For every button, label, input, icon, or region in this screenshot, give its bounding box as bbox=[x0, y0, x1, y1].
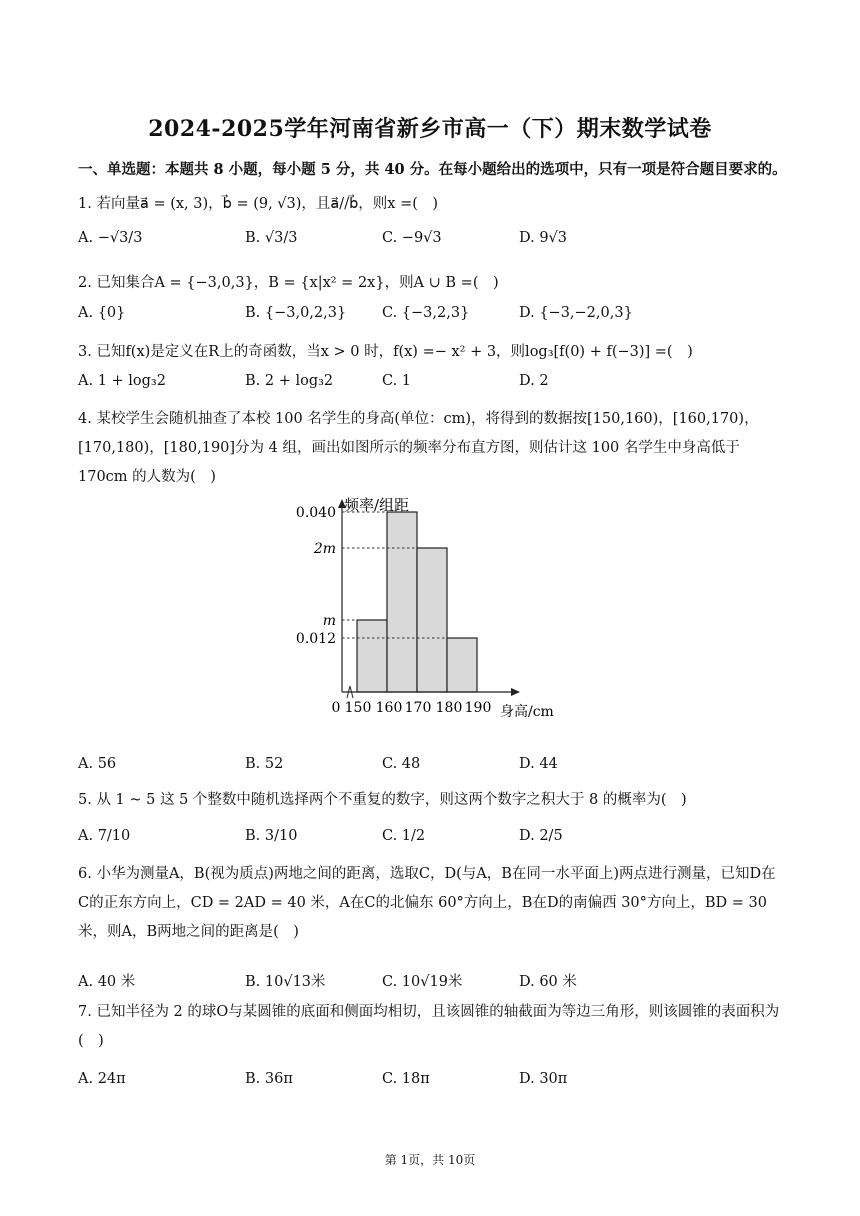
x-tick-label: 160 bbox=[375, 700, 403, 716]
question-2-stem: 2. 已知集合A = {−3,0,3}，B = {x|x² = 2x}，则A ∪ B =( ) bbox=[78, 275, 499, 291]
x-axis-arrow bbox=[511, 688, 520, 696]
y-tick-label: 2m bbox=[313, 541, 336, 557]
y-tick-label: 0.012 bbox=[295, 631, 336, 647]
option-a[interactable]: A. {0} bbox=[78, 305, 126, 321]
question-1-options bbox=[78, 230, 788, 254]
question-7-stem: 7. 已知半径为 2 的球O与某圆锥的底面和侧面均相切，且该圆锥的轴截面为等边三角形，则该圆锥的表面积为( ) bbox=[78, 1004, 780, 1049]
option-c[interactable]: C. {−3,2,3} bbox=[382, 305, 470, 321]
y-tick-labels bbox=[296, 505, 336, 647]
option-d[interactable]: D. 2 bbox=[519, 373, 549, 389]
page-footer: 第 1页，共 10页 bbox=[384, 1153, 476, 1167]
y-tick-label: 0.040 bbox=[295, 505, 336, 521]
x-tick-label: 180 bbox=[435, 700, 463, 716]
option-a[interactable]: A. 40 米 bbox=[78, 974, 136, 990]
x-tick-label: 0 bbox=[331, 700, 341, 716]
option-d[interactable]: D. 44 bbox=[519, 756, 558, 772]
question-4-stem: 4. 某校学生会随机抽查了本校 100 名学生的身高(单位：cm)，将得到的数据按[150,160)，[160,170)，[170,180)，[180,190]分为 4 组，画出如图所示的频率分布直方图，则估计这 100 名学生中身高低于 170cm 的人数为( ) bbox=[78, 411, 759, 485]
histogram-bar bbox=[447, 638, 477, 692]
x-tick-labels bbox=[332, 700, 492, 716]
page-title: 2024-2025学年河南省新乡市高一（下）期末数学试卷 bbox=[148, 116, 712, 142]
question-6-options bbox=[78, 970, 788, 994]
option-a[interactable]: A. 7/10 bbox=[78, 828, 131, 844]
option-c[interactable]: C. −9√3 bbox=[382, 230, 442, 246]
option-b[interactable]: B. 52 bbox=[245, 756, 284, 772]
option-a[interactable]: A. −√3/3 bbox=[78, 230, 143, 246]
option-b[interactable]: B. {−3,0,2,3} bbox=[245, 305, 347, 321]
option-c[interactable]: C. 18π bbox=[382, 1071, 430, 1087]
x-tick-label: 150 bbox=[344, 700, 372, 716]
option-b[interactable]: B. 3/10 bbox=[245, 828, 298, 844]
question-5-stem: 5. 从 1 ~ 5 这 5 个整数中随机选择两个不重复的数字，则这两个数字之积大于 8 的概率为( ) bbox=[78, 792, 687, 808]
histogram-bar bbox=[357, 620, 387, 692]
option-a[interactable]: A. 24π bbox=[78, 1071, 126, 1087]
question-2-options bbox=[78, 305, 788, 329]
option-d[interactable]: D. 2/5 bbox=[519, 828, 563, 844]
option-b[interactable]: B. 36π bbox=[245, 1071, 293, 1087]
option-b[interactable]: B. 10√13米 bbox=[245, 974, 326, 990]
option-c[interactable]: C. 10√19米 bbox=[382, 974, 463, 990]
option-c[interactable]: C. 1 bbox=[382, 373, 412, 389]
question-5-options bbox=[78, 828, 788, 852]
x-tick-label: 170 bbox=[404, 700, 432, 716]
x-tick-label: 190 bbox=[464, 700, 492, 716]
y-axis-label: 频率/组距 bbox=[344, 496, 410, 514]
option-d[interactable]: D. 9√3 bbox=[519, 230, 568, 246]
question-1-stem: 1. 若向量a⃗ = (x, 3)，b⃗ = (9, √3)，且a⃗//b⃗，则x =( ) bbox=[78, 196, 439, 212]
option-d[interactable]: D. {−3,−2,0,3} bbox=[519, 305, 633, 321]
option-c[interactable]: C. 48 bbox=[382, 756, 421, 772]
histogram-bar bbox=[417, 548, 447, 692]
option-d[interactable]: D. 60 米 bbox=[519, 974, 577, 990]
question-4-options bbox=[78, 756, 788, 780]
option-d[interactable]: D. 30π bbox=[519, 1071, 568, 1087]
histogram-bars bbox=[357, 512, 477, 692]
question-7-options bbox=[78, 1071, 788, 1095]
option-b[interactable]: B. 2 + log₃2 bbox=[245, 373, 334, 389]
histogram-bar bbox=[387, 512, 417, 692]
question-3-stem: 3. 已知f(x)是定义在R上的奇函数，当x > 0 时，f(x) =− x² + 3，则log₃[f(0) + f(−3)] =( ) bbox=[78, 344, 693, 360]
y-tick-label: m bbox=[322, 613, 336, 629]
option-b[interactable]: B. √3/3 bbox=[245, 230, 298, 246]
question-6-stem: 6. 小华为测量A，B(视为质点)两地之间的距离，选取C，D(与A，B在同一水平面上)两点进行测量，已知D在C的正东方向上，CD = 2AD = 40 米，A在C的北偏东 60°方向上，B在D的南偏西 30°方向上，BD = 30 米，则A，B两地之间的距离是( ) bbox=[78, 866, 776, 940]
histogram-chart bbox=[292, 490, 572, 726]
option-c[interactable]: C. 1/2 bbox=[382, 828, 426, 844]
option-a[interactable]: A. 1 + log₃2 bbox=[78, 373, 166, 389]
option-a[interactable]: A. 56 bbox=[78, 756, 117, 772]
section-heading: 一、单选题：本题共 8 小题，每小题 5 分，共 40 分。在每小题给出的选项中，只有一项是符合题目要求的。 bbox=[78, 161, 787, 178]
x-axis-label: 身高/cm bbox=[500, 704, 554, 720]
question-3-options bbox=[78, 373, 788, 397]
